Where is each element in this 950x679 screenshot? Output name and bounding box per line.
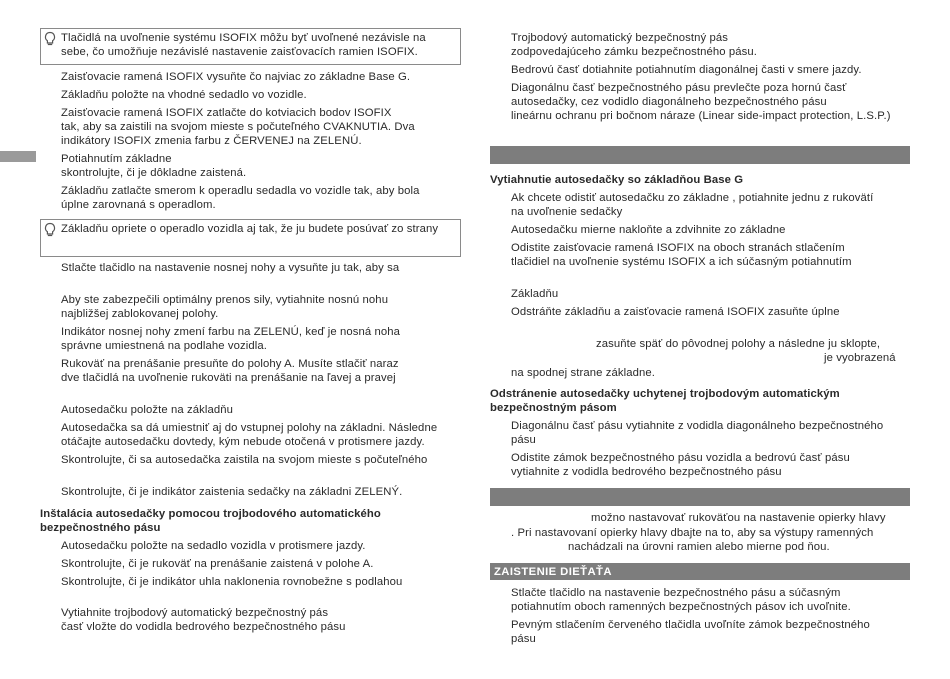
step-text: Zaisťovacie ramená ISOFIX zatlačte do kotviacich bodov ISOFIX: [61, 107, 392, 119]
step-text: úplne zarovnaná s operadlom.: [61, 199, 216, 211]
step-text: Autosedačku položte na sedadlo vozidla v protismere jazdy.: [61, 540, 366, 552]
step-text: Pevným stlačením červeného tlačidla uvoľníte zámok bezpečnostného: [511, 619, 870, 631]
step-text: Autosedačka sa dá umiestniť aj do vstupnej polohy na základni. Následne: [61, 422, 438, 434]
step-text: . Pri nastavovaní opierky hlavy dbajte na to, aby sa výstupy ramenných: [511, 527, 874, 539]
step-text: najbližšej zablokovanej polohy.: [61, 308, 219, 320]
step-text: Diagonálnu časť bezpečnostného pásu prevlečte poza hornú časť: [511, 82, 847, 94]
section-heading: Inštalácia autosedačky pomocou trojbodového automatického: [40, 508, 381, 520]
step-text: Základňu položte na vhodné sedadlo vo vozidle.: [61, 89, 307, 101]
step-text: skontrolujte, či je dôkladne zaistená.: [61, 167, 247, 179]
step-text: Odistite zámok bezpečnostného pásu vozidla a bedrovú časť pásu: [511, 452, 850, 464]
step-text: možno nastavovať rukoväťou na nastavenie opierky hlavy: [591, 512, 886, 524]
step-text: tlačidiel na uvoľnenie systému ISOFIX a ich súčasným potiahnutím: [511, 256, 852, 268]
section-bar: [490, 146, 910, 164]
note-text: sebe, čo umožňuje nezávislé nastavenie zaisťovacích ramien ISOFIX.: [61, 46, 418, 58]
step-text: Skontrolujte, či je indikátor uhla naklonenia rovnobežne s podlahou: [61, 576, 403, 588]
step-text: otáčajte autosedačku dovtedy, kým nebude otočená v protismere jazdy.: [61, 436, 425, 448]
step-text: Skontrolujte, či je indikátor zaistenia sedačky na základni ZELENÝ.: [61, 486, 403, 498]
step-text: Stlačte tlačidlo na nastavenie nosnej nohy a vysuňte ju tak, aby sa: [61, 262, 400, 274]
step-text: potiahnutím oboch ramenných bezpečnostných pásov ich uvoľnite.: [511, 601, 851, 613]
step-text: správne umiestnená na podlahe vozidla.: [61, 340, 268, 352]
step-text: Skontrolujte, či sa autosedačka zaistila na svojom mieste s počuteľného: [61, 454, 428, 466]
step-text: na spodnej strane základne.: [511, 367, 656, 379]
step-text: Rukoväť na prenášanie presuňte do polohy A. Musíte stlačiť naraz: [61, 358, 399, 370]
step-text: Potiahnutím základne: [61, 153, 172, 165]
section-heading: Odstránenie autosedačky uchytenej trojbodovým automatickým: [490, 388, 840, 400]
step-text: na uvoľnenie sedačky: [511, 206, 623, 218]
step-text: Trojbodový automatický bezpečnostný pás: [511, 32, 728, 44]
step-text: Stlačte tlačidlo na nastavenie bezpečnostného pásu a súčasným: [511, 587, 841, 599]
step-text: vytiahnite z vodidla bedrového bezpečnostného pásu: [511, 466, 782, 478]
note-text: Tlačidlá na uvoľnenie systému ISOFIX môžu byť uvoľnené nezávisle na: [61, 32, 426, 44]
step-text: časť vložte do vodidla bedrového bezpečnostného pásu: [61, 621, 346, 633]
section-heading: bezpečnostného pásu: [40, 522, 161, 534]
step-text: Aby ste zabezpečili optimálny prenos sily, vytiahnite nosnú nohu: [61, 294, 389, 306]
step-text: tak, aby sa zaistili na svojom mieste s počuteľného CVAKNUTIA. Dva: [61, 121, 415, 133]
step-text: Autosedačku položte na základňu: [61, 404, 234, 416]
step-text: Autosedačku mierne nakloňte a zdvihnite zo základne: [511, 224, 786, 236]
lightbulb-icon: [43, 31, 57, 47]
step-text: Ak chcete odistiť autosedačku zo základne , potiahnite jednu z rukovätí: [511, 192, 874, 204]
step-text: pásu: [511, 434, 536, 446]
step-text: Diagonálnu časť pásu vytiahnite z vodidla diagonálneho bezpečnostného: [511, 420, 884, 432]
step-text: dve tlačidlá na uvoľnenie rukoväti na prenášanie na ľavej a pravej: [61, 372, 396, 384]
step-text: Základňu: [511, 288, 559, 300]
section-bar-title: ZAISTENIE DIEŤAŤA: [494, 566, 612, 578]
section-heading: bezpečnostným pásom: [490, 402, 617, 414]
page-edge-tab: [0, 151, 36, 162]
step-text: nachádzali na úrovni ramien alebo mierne pod ňou.: [568, 541, 830, 553]
step-text: Základňu zatlačte smerom k operadlu sedadla vo vozidle tak, aby bola: [61, 185, 420, 197]
step-text: Odistite zaisťovacie ramená ISOFIX na oboch stranách stlačením: [511, 242, 845, 254]
step-text: Zaisťovacie ramená ISOFIX vysuňte čo najviac zo základne Base G.: [61, 71, 411, 83]
step-text: autosedačky, cez vodidlo diagonálneho bezpečnostného pásu: [511, 96, 827, 108]
step-text: indikátory ISOFIX zmenia farbu z ČERVENEJ na ZELENÚ.: [61, 135, 362, 147]
section-bar: [490, 488, 910, 506]
note-text: Základňu opriete o operadlo vozidla aj tak, že ju budete posúvať zo strany: [61, 223, 439, 235]
lightbulb-icon: [43, 222, 57, 238]
step-text: Skontrolujte, či je rukoväť na prenášanie zaistená v polohe A.: [61, 558, 374, 570]
step-text: zasuňte späť do pôvodnej polohy a následne ju sklopte,: [596, 338, 881, 350]
step-text: je vyobrazená: [824, 352, 896, 364]
step-text: Odstráňte základňu a zaisťovacie ramená ISOFIX zasuňte úplne: [511, 306, 840, 318]
step-text: lineárnu ochranu pri bočnom náraze (Linear side-impact protection, L.S.P.): [511, 110, 891, 122]
step-text: zodpovedajúceho zámku bezpečnostného pásu.: [511, 46, 758, 58]
step-text: Bedrovú časť dotiahnite potiahnutím diagonálnej časti v smere jazdy.: [511, 64, 862, 76]
step-text: Indikátor nosnej nohy zmení farbu na ZELENÚ, keď je nosná noha: [61, 326, 401, 338]
step-text: pásu: [511, 633, 536, 645]
step-text: Vytiahnite trojbodový automatický bezpečnostný pás: [61, 607, 329, 619]
section-heading: Vytiahnutie autosedačky so základňou Base G: [490, 174, 744, 186]
